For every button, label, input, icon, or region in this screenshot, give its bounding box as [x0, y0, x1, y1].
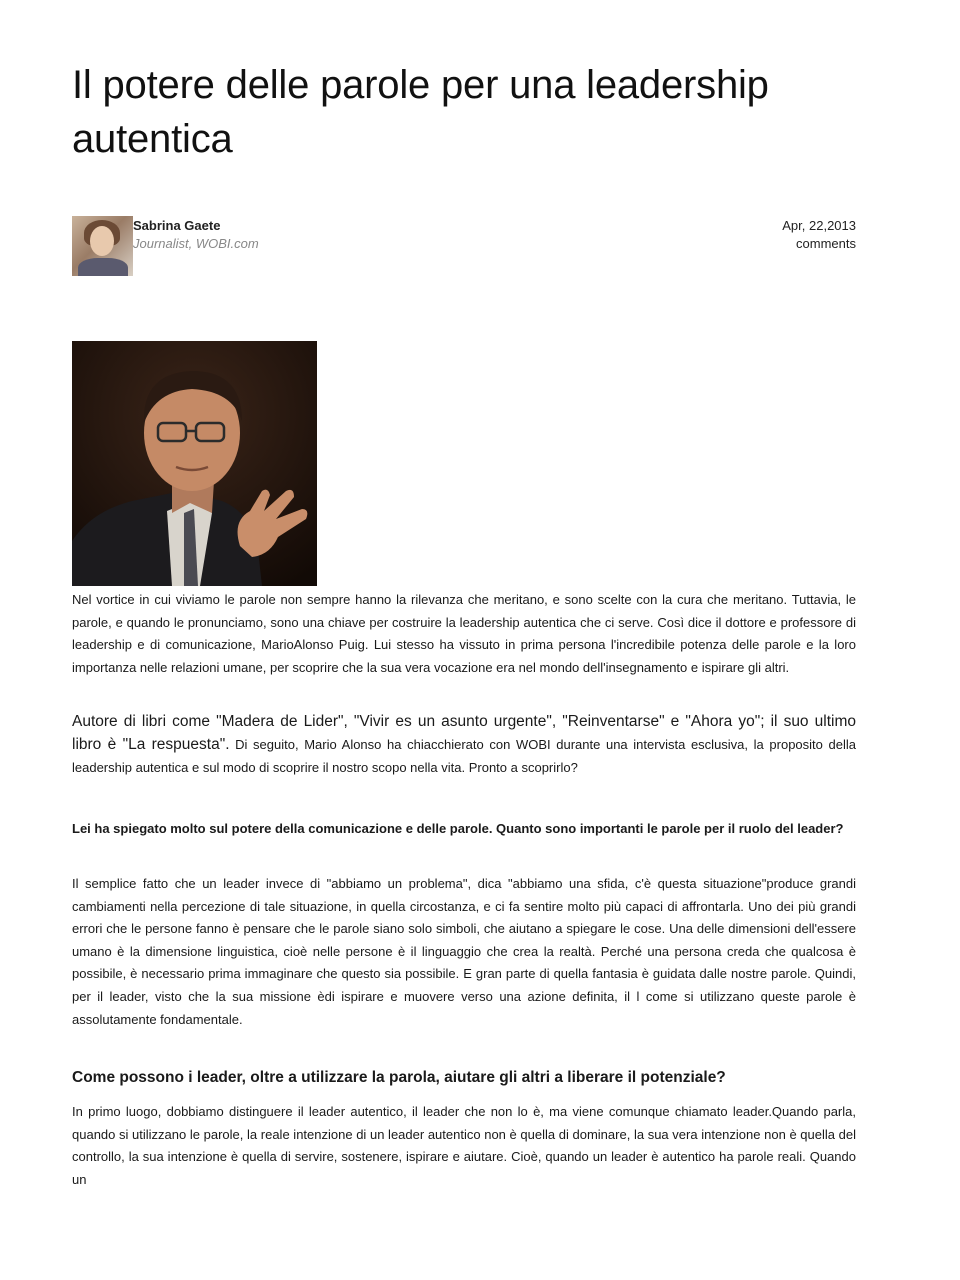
speaker-photo: [72, 341, 317, 586]
intro-paragraph: Nel vortice in cui viviamo le parole non sempre hanno la rilevanza che meritano, e sono scelte con la cura che meritano. Tuttavia, le parole, e quando le pronunciamo, sono una chiave per costruire la leadership autentica che ci serve. Così dice il dottore e professore di leadership e di comunicazione, MarioAlonso Puig. Lui stesso ha vissuto in prima persona l'incredibile potenza delle parole e la loro importanza nelle relazioni umane, per scoprire che la sua vera vocazione era nel mondo dell'insegnamento e ispirare gli altri.: [72, 592, 856, 675]
books-lead: Autore di libri come "Madera de Lider", "Vivir es un asunto urgente", "Reinventarse" e "Ahora yo"; il suo ultimo libro è "La respuesta".: [72, 713, 856, 753]
hero-photo: [72, 341, 317, 586]
author-name: Sabrina Gaete: [133, 218, 221, 233]
books-paragraph: [72, 710, 856, 779]
question-2: Come possono i leader, oltre a utilizzare la parola, aiutare gli altri a liberare il potenziale?: [72, 1069, 726, 1086]
answer-1: Il semplice fatto che un leader invece di "abbiamo un problema", dica "abbiamo una sfida, c'è questa situazione"produce grandi cambiamenti nella percezione di tale situazione, in quella circostanza, e ci fa sentire molto più capaci di affrontarla. Uno dei più grandi errori che le persone fanno è pensare che le parole siano solo simboli, che aiutano a spiegare le cose. Una delle dimensioni dell'essere umano è la dimensione linguistica, cioè nelle persone è il linguaggio che crea la realtà. Perché una persona creda che qualcosa è possibile, è necessario prima immaginare che questo sia possibile. E gran parte di quella fantasia è guidata dalle nostre parole. Quindi, per il leader, visto che la sua missione èdi ispirare e muovere verso una azione definita, il l come si utilizzano queste parole è assolutamente fondamentale.: [72, 876, 856, 1027]
books-rest: Di seguito, Mario Alonso ha chiacchierato con WOBI durante una intervista esclusiva, la proposito della leadership autentica e sul modo di scoprire il nostro scopo nella vita. Pronto a scoprirlo?: [72, 737, 856, 775]
publish-date: Apr, 22,2013: [782, 218, 856, 233]
author-role: Journalist, WOBI.com: [133, 236, 259, 251]
author-avatar: [72, 216, 133, 276]
comments-link[interactable]: comments: [796, 236, 856, 251]
article-title: Il potere delle parole per una leadership autentica: [72, 63, 769, 161]
answer-2: In primo luogo, dobbiamo distinguere il leader autentico, il leader che non lo è, ma viene comunque chiamato leader.Quando parla, quando si utilizzano le parole, la reale intenzione di un leader autentico non è quella di dominare, la sua vera intenzione non è quella del controllo, la sua intenzione è quella di servire, sostenere, ispirare e aiutare. Cioè, quando un leader è autentico ha parole reali. Quando un: [72, 1104, 856, 1187]
question-1: Lei ha spiegato molto sul potere della comunicazione e delle parole. Quanto sono importanti le parole per il ruolo del leader?: [72, 821, 844, 836]
